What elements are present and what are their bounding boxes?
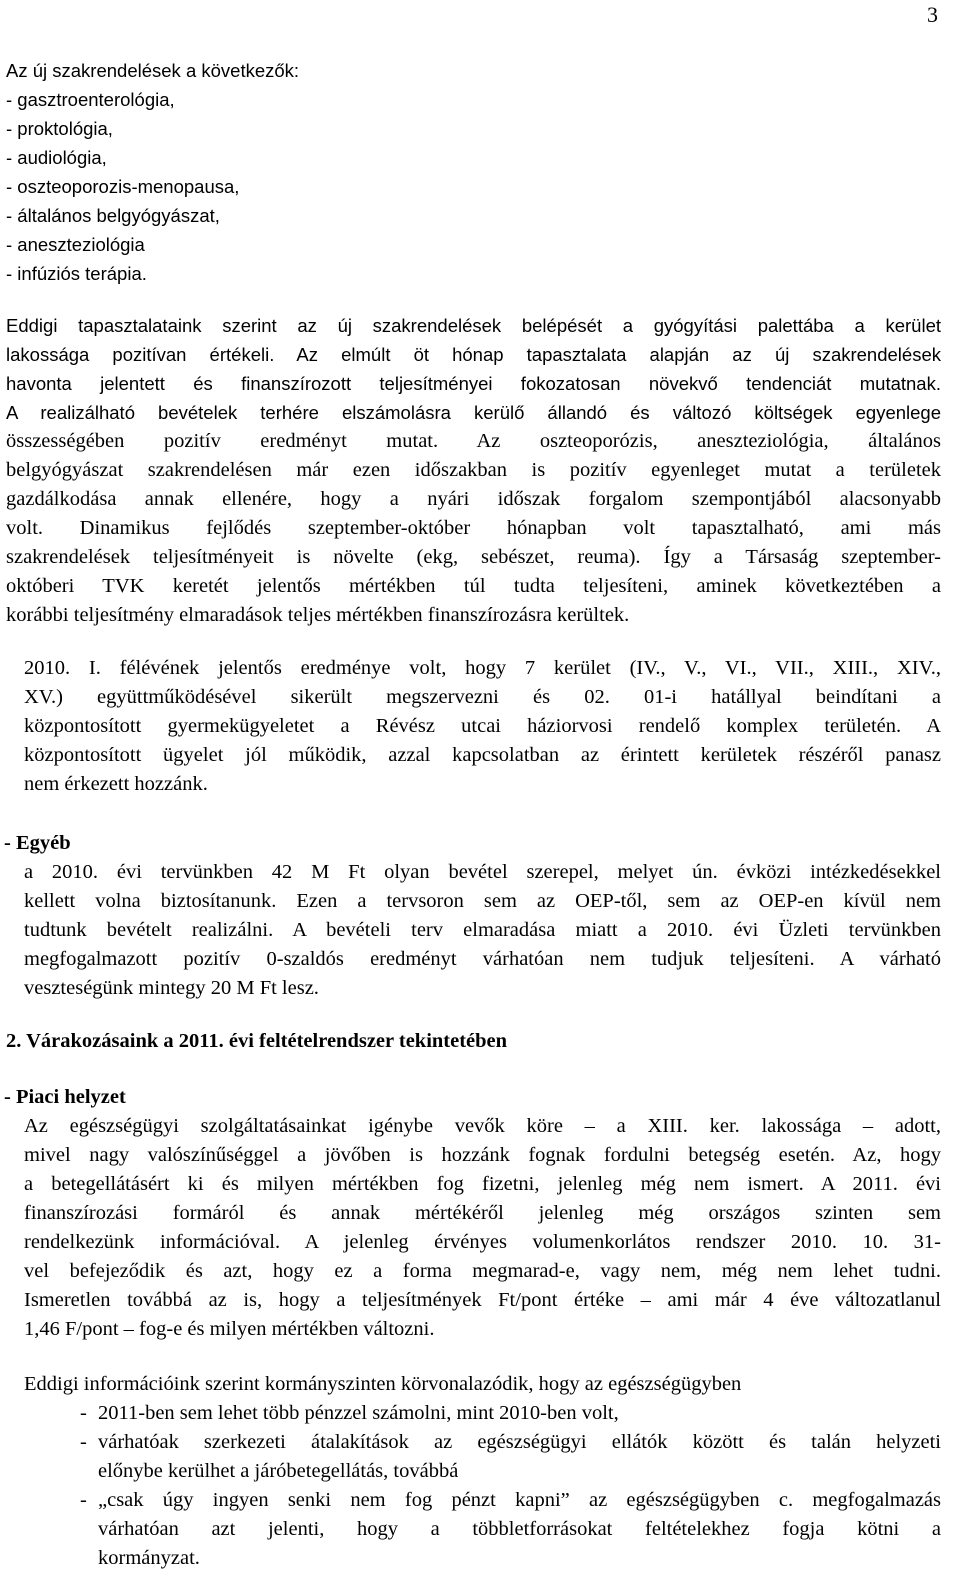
- text-line: vel befejeződik és azt, hogy ez a forma megmarad-e, vagy nem, még nem lehet tudni.: [24, 1260, 941, 1282]
- paragraph-piaci-helyzet: [24, 1112, 941, 1344]
- text-line: rendelkezünk információval. A jelenleg érvényes volumenkorlátos rendszer 2010. 10. 31-: [24, 1231, 941, 1253]
- text-line: megfogalmazott pozitív 0-szaldós eredményt várhatóan nem tudjuk teljesíteni. A várható: [24, 948, 941, 970]
- list-item: - általános belgyógyászat,: [6, 205, 220, 226]
- info-intro: [24, 1370, 741, 1399]
- paragraph-tapasztalatok: [6, 311, 941, 427]
- page-number: 3: [927, 2, 938, 27]
- text-line: 1,46 F/pont – fog-e és milyen mértékben változni.: [24, 1318, 435, 1340]
- list-item: - oszteoporozis-menopausa,: [6, 176, 240, 197]
- list-dash: -: [80, 1402, 87, 1424]
- egyeb-heading: [4, 829, 71, 858]
- text-line: a 2010. évi tervünkben 42 M Ft olyan bevétel szerepel, melyet ún. évközi intézkedésekkel: [24, 861, 941, 883]
- text-line: 2010. I. félévének jelentős eredménye volt, hogy 7 kerület (IV., V., VI., VII., XIII., XIV.,: [24, 657, 941, 679]
- section-heading: 2. Várakozásaink a 2011. évi feltételrendszer tekintetében: [6, 1030, 508, 1052]
- text-line: októberi TVK keretét jelentős mértékben túl tudta teljesíteni, aminek következtében a: [6, 575, 941, 597]
- text-line: veszteségünk mintegy 20 M Ft lesz.: [24, 977, 319, 999]
- piaci-heading: [4, 1083, 126, 1112]
- list-item: [80, 1428, 941, 1486]
- text-line: lakossága pozitívan értékeli. Az elmúlt öt hónap tapasztalata alapján az új szakrendelések: [6, 344, 941, 365]
- list-item: - proktológia,: [6, 118, 113, 139]
- section-heading: - Egyéb: [4, 832, 71, 854]
- list-item: - infúziós terápia.: [6, 263, 147, 284]
- text-line: 2011-ben sem lehet több pénzzel számolni, mint 2010-ben volt,: [98, 1402, 619, 1424]
- list-item: [80, 1486, 941, 1573]
- info-bullets: [80, 1399, 941, 1573]
- intro-heading: Az új szakrendelések a következők:: [6, 60, 300, 81]
- text-line: központosított gyermekügyeletet a Révész utcai háziorvosi rendelő komplex területén. A: [24, 715, 941, 737]
- text-line: Ismeretlen továbbá az is, hogy a teljesítmények Ft/pont értéke – ami már 4 éve változatlanul: [24, 1289, 941, 1311]
- text-line: szakrendelések teljesítményeit is növelte (ekg, sebészet, reuma). Így a Társaság szeptember-: [6, 546, 941, 568]
- text-line: A realizálható bevételek terhére elszámolásra kerülő állandó és változó költségek egyenlege: [6, 402, 941, 423]
- text-line: kormányzat.: [98, 1547, 200, 1569]
- text-line: XV.) együttműködésével sikerült megszervezni és 02. 01-i hatállyal beindítani a: [24, 686, 941, 708]
- text-line: Az egészségügyi szolgáltatásainkat igénybe vevők köre – a XIII. ker. lakossága – adott,: [24, 1115, 941, 1137]
- text-line: belgyógyászat szakrendelésen már ezen időszakban is pozitív egyenleget mutat a területek: [6, 459, 941, 481]
- text-line: előnybe kerülhet a járóbetegellátás, továbbá: [98, 1460, 459, 1482]
- section-2-heading: [6, 1027, 507, 1056]
- text-line: korábbi teljesítmény elmaradások teljes mértékben finanszírozásra kerültek.: [6, 604, 630, 626]
- paragraph-tapasztalatok-serif: [6, 427, 941, 630]
- list-dash: -: [80, 1489, 87, 1511]
- list-dash: -: [80, 1431, 87, 1453]
- list-item: [80, 1399, 941, 1428]
- text-line: a betegellátásért ki és milyen mértékben fog fizetni, jelenleg még nem ismert. A 2011. évi: [24, 1173, 941, 1195]
- text-line: volt. Dinamikus fejlődés szeptember-október hónapban volt tapasztalható, ami más: [6, 517, 941, 539]
- list-item: - audiológia,: [6, 147, 107, 168]
- text-line: havonta jelentett és finanszírozott teljesítményei fokozatosan növekvő tendenciát mutatnak.: [6, 373, 941, 394]
- text-line: Eddigi tapasztalataink szerint az új szakrendelések belépését a gyógyítási palettába a kerület: [6, 315, 941, 336]
- text-line: „csak úgy ingyen senki nem fog pénzt kapni” az egészségügyben c. megfogalmazás: [98, 1489, 941, 1511]
- list-item: - gasztroenterológia,: [6, 89, 175, 110]
- text-line: kellett volna biztosítanunk. Ezen a tervsoron sem az OEP-től, sem az OEP-en kívül nem: [24, 890, 941, 912]
- text-line: tudtunk bevételt realizálni. A bevételi terv elmaradása miatt a 2010. évi Üzleti tervünkben: [24, 919, 941, 941]
- paragraph-egyeb: [24, 858, 941, 1003]
- section-heading: - Piaci helyzet: [4, 1086, 126, 1108]
- text-line: várhatóan azt jelenti, hogy a többletforrásokat feltételekhez fogja kötni a: [98, 1518, 941, 1540]
- text-line: összességében pozitív eredményt mutat. Az oszteoporózis, aneszteziológia, általános: [6, 430, 941, 452]
- text-line: gazdálkodása annak ellenére, hogy a nyári időszak forgalom szempontjából alacsonyabb: [6, 488, 941, 510]
- text-line: finanszírozási formáról és annak mértékéről jelenleg még országos szinten sem: [24, 1202, 941, 1224]
- list-item: - aneszteziológia: [6, 234, 145, 255]
- paragraph-gyermekugyelet: [24, 654, 941, 799]
- text-line: Eddigi információink szerint kormányszinten körvonalazódik, hogy az egészségügyben: [24, 1373, 742, 1395]
- intro-section: [6, 56, 299, 288]
- text-line: központosított ügyelet jól működik, azzal kapcsolatban az érintett kerületek részéről panasz: [24, 744, 941, 766]
- text-line: nem érkezett hozzánk.: [24, 773, 208, 795]
- text-line: várhatóak szerkezeti átalakítások az egészségügyi ellátók között és talán helyzeti: [98, 1431, 941, 1453]
- text-line: mivel nagy valószínűséggel a jövőben is hozzánk fognak fordulni betegség esetén. Az, hogy: [24, 1144, 941, 1166]
